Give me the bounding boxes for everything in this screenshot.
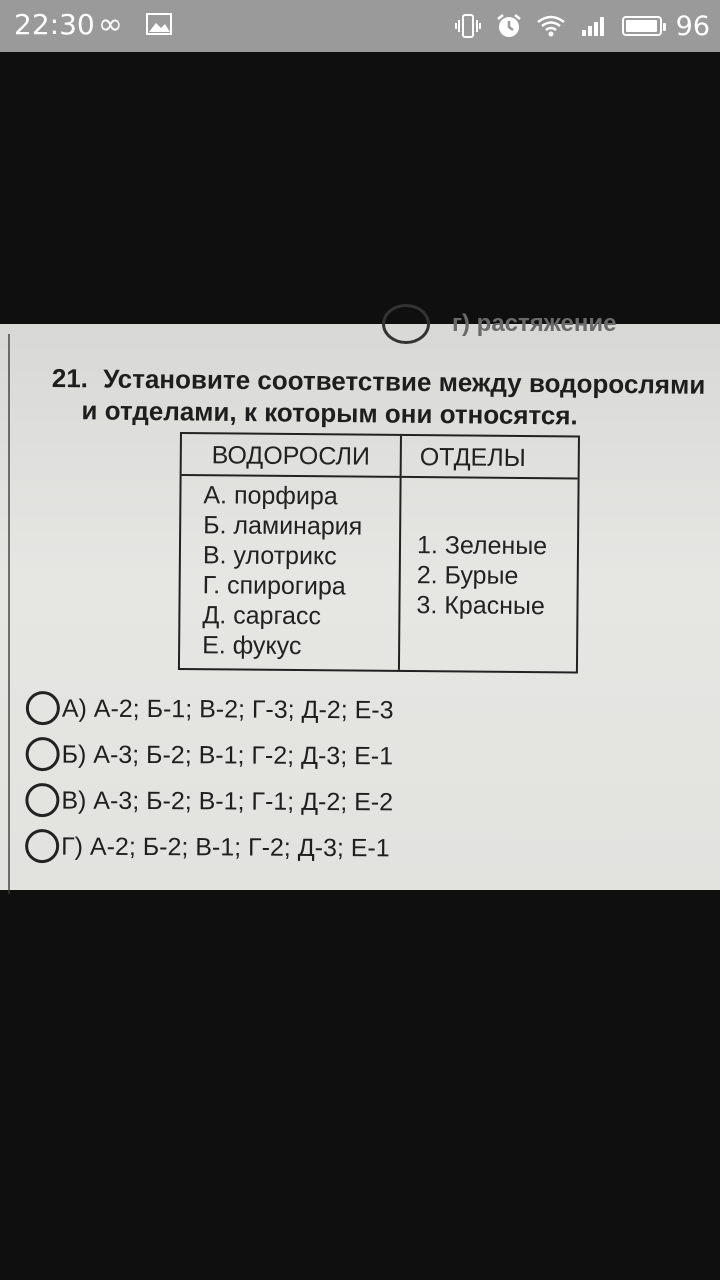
algae-item: Д. саргасс bbox=[202, 601, 322, 631]
battery-fill bbox=[626, 20, 657, 32]
photo-content bbox=[0, 310, 720, 890]
task-line-2: и отделами, к которым они относятся. bbox=[81, 395, 578, 431]
answer-option-g[interactable] bbox=[25, 822, 705, 872]
task-number: 21. bbox=[51, 362, 89, 394]
status-bar bbox=[0, 0, 720, 52]
algae-item: В. улотрикс bbox=[202, 541, 337, 571]
algae-item: Г. спирогира bbox=[202, 571, 346, 601]
divisions-column bbox=[400, 478, 593, 622]
matching-table bbox=[178, 432, 580, 673]
radio-circle-icon[interactable] bbox=[26, 737, 60, 771]
signal-icon bbox=[580, 14, 608, 38]
answer-options bbox=[25, 684, 706, 872]
answer-option-v[interactable] bbox=[25, 776, 705, 826]
division-item: 3. Красные bbox=[416, 591, 545, 621]
vibrate-icon bbox=[454, 13, 482, 39]
radio-circle-icon[interactable] bbox=[25, 783, 59, 817]
alarm-icon bbox=[496, 13, 522, 39]
radio-circle-icon bbox=[382, 304, 430, 344]
header-algae: ВОДОРОСЛИ bbox=[182, 434, 402, 478]
radio-circle-icon[interactable] bbox=[26, 691, 60, 725]
division-item: 1. Зеленые bbox=[416, 531, 548, 561]
answer-label: В) А-3; Б-2; В-1; Г-1; Д-2; Е-2 bbox=[61, 786, 394, 817]
task-heading bbox=[51, 362, 712, 433]
status-time: 22:30 bbox=[14, 8, 95, 41]
answer-label: А) А-2; Б-1; В-2; Г-3; Д-2; Е-3 bbox=[61, 694, 394, 725]
wifi-icon bbox=[536, 14, 566, 38]
infinity-icon: ∞ bbox=[98, 7, 123, 42]
algae-item: А. порфира bbox=[203, 481, 338, 511]
answer-label: Г) А-2; Б-2; В-1; Г-2; Д-3; Е-1 bbox=[61, 832, 390, 863]
answer-option-b[interactable] bbox=[26, 730, 706, 780]
algae-item: Е. фукус bbox=[202, 631, 302, 661]
answer-label: Б) А-3; Б-2; В-1; Г-2; Д-3; Е-1 bbox=[61, 740, 394, 771]
algae-item: Б. ламинария bbox=[203, 511, 363, 541]
radio-circle-icon[interactable] bbox=[25, 829, 59, 863]
division-item: 2. Бурые bbox=[416, 561, 519, 590]
task-line-1: Установите соответствие между водорослями bbox=[103, 363, 706, 400]
previous-line-text: г) растяжение bbox=[452, 310, 617, 337]
previous-question-fragment bbox=[20, 310, 720, 336]
battery-icon bbox=[622, 16, 662, 36]
battery-level: 96 bbox=[675, 10, 710, 42]
image-icon bbox=[146, 13, 172, 35]
answer-option-a[interactable] bbox=[26, 684, 706, 734]
algae-column bbox=[180, 476, 402, 670]
header-divisions: ОТДЕЛЫ bbox=[402, 436, 578, 480]
paper-edge bbox=[8, 334, 10, 894]
